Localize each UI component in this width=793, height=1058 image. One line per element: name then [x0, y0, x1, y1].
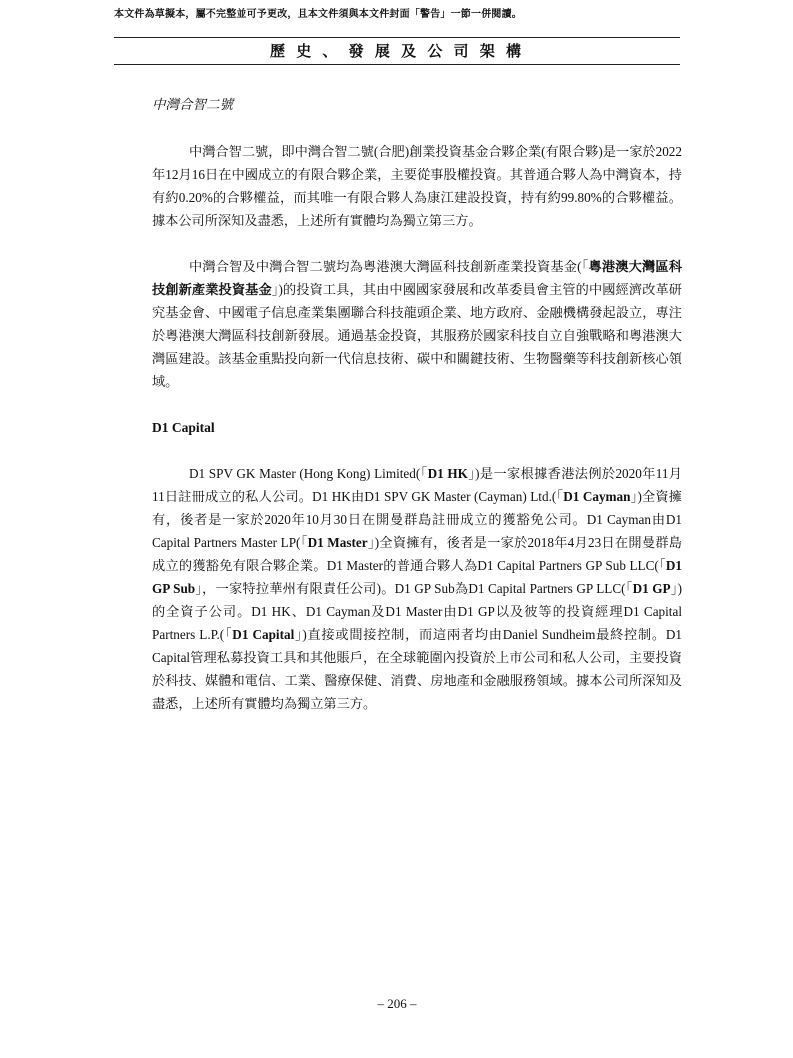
zhongwan-heading: 中灣合智二號 — [152, 97, 233, 113]
d1-gp-term: D1 GP — [632, 581, 671, 596]
header-top-rule — [114, 37, 680, 38]
d1-text-g: 」)直接或間接控制，而這兩者均由Daniel Sundheim最終控制。D1 Capital管理私募投資工具和其他賬戶，在全球範圍內投資於上市公司和私人公司，主要投資於科技、媒體和電信、工業、醫療保健、消費、房地產和金融服務領域。據本公司所深知及盡悉，上述所有實體均為獨立第三方。 — [152, 627, 682, 711]
d1-master-term: D1 Master — [307, 535, 368, 550]
d1-capital-term: D1 Capital — [232, 627, 295, 642]
d1-capital-paragraph — [152, 462, 682, 715]
fund-defined-term: 粵港澳大灣區科技創新產業投資基金 — [152, 259, 683, 297]
d1-text-f: 」)的全資子公司。D1 HK、D1 Cayman及D1 Master由D1 GP以及彼等的投資經理D1 Capital Partners L.P.(「 — [152, 581, 683, 642]
d1-capital-heading: D1 Capital — [152, 420, 215, 435]
d1-cayman-term: D1 Cayman — [563, 489, 631, 504]
para2-text-after: 」)的投資工具，其由中國國家發展和改革委員會主管的中國經濟改革研究基金會、中國電子信息產業集團聯合科技龍頭企業、地方政府、金融機構發起設立，專注於粵港澳大灣區科技創新發展。通過基金投資，其服務於國家科技自立自強戰略和粵港澳大灣區建設。該基金重點投向新一代信息技術、碳中和關鍵技術、生物醫藥等科技創新核心領域。 — [152, 282, 682, 389]
header-bottom-rule — [114, 64, 680, 65]
zhongwan-paragraph-1: 中灣合智二號，即中灣合智二號(合肥)創業投資基金合夥企業(有限合夥)是一家於2022年12月16日在中國成立的有限合夥企業，主要從事股權投資。其普通合夥人為中灣資本，持有約0.20%的合夥權益，而其唯一有限合夥人為康江建設投資，持有約99.80%的合夥權益。據本公司所深知及盡悉，上述所有實體均為獨立第三方。 — [152, 144, 682, 228]
zhongwan-paragraph-2 — [152, 255, 682, 393]
d1-text-a: D1 SPV GK Master (Hong Kong) Limited(「 — [189, 466, 428, 481]
d1-text-d: 」)全資擁有，後者是一家於2018年4月23日在開曼群島成立的獲豁免有限合夥企業。D1 Master的普通合夥人為D1 Capital Partners GP Sub LLC(「 — [152, 535, 682, 573]
d1-hk-term: D1 HK — [427, 466, 468, 481]
d1-gp-sub-term: D1 GP Sub — [152, 558, 682, 596]
d1-text-b: 」)是一家根據香港法例於2020年11月11日註冊成立的私人公司。D1 HK由D1 SPV GK Master (Cayman) Ltd.(「 — [152, 466, 682, 504]
page-number: – 206 – — [377, 996, 417, 1011]
section-title: 歷 史 、 發 展 及 公 司 架 構 — [269, 42, 524, 60]
d1-text-e: 」，一家特拉華州有限責任公司)。D1 GP Sub為D1 Capital Partners GP LLC(「 — [195, 581, 633, 596]
d1-text-c: 」)全資擁有，後者是一家於2020年10月30日在開曼群島註冊成立的獲豁免公司。D1 Cayman由D1 Capital Partners Master LP(「 — [152, 489, 682, 550]
document-body — [152, 94, 682, 738]
para2-text-before: 中灣合智及中灣合智二號均為粵港澳大灣區科技創新產業投資基金(「 — [189, 259, 589, 274]
draft-notice: 本文件為草擬本，屬不完整並可予更改，且本文件須與本文件封面「警告」一節一併閱讀。 — [114, 9, 522, 20]
